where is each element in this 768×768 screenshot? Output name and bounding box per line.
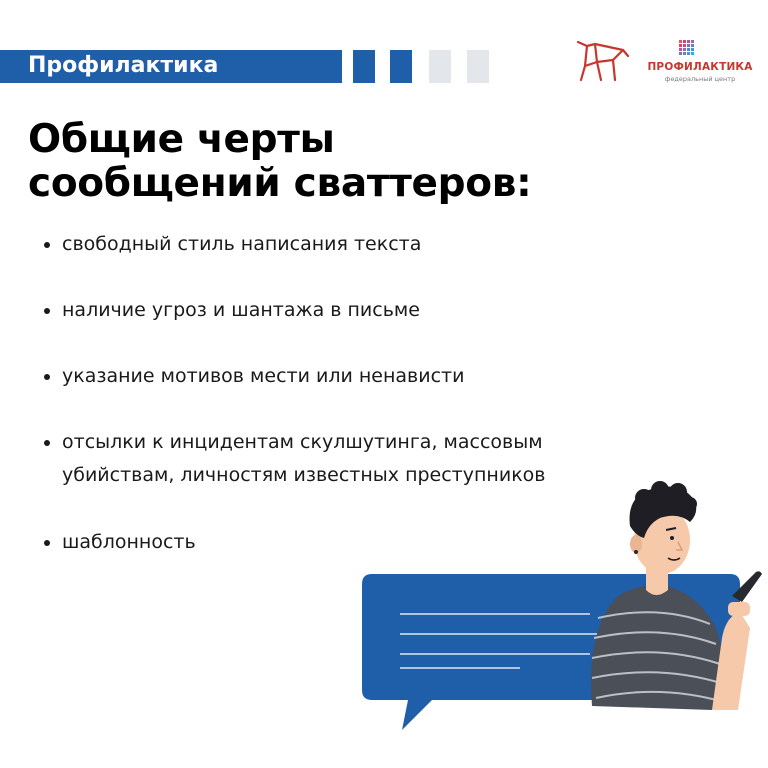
animal-logo-icon [573, 36, 633, 86]
list-item-text: шаблонность [62, 531, 196, 553]
bullet-dot-icon [44, 540, 50, 546]
decor-square [353, 50, 375, 83]
list-item-text: указание мотивов мести или ненависти [62, 365, 465, 387]
decor-square [429, 50, 451, 83]
list-item-text: свободный стиль написания текста [62, 233, 422, 255]
decor-square [390, 50, 412, 83]
title-line: сообщений сваттеров: [28, 161, 532, 206]
bullet-dot-icon [44, 440, 50, 446]
page-title [28, 118, 531, 206]
logo-subtitle: федеральный центр [664, 75, 736, 83]
bullet-dot-icon [44, 308, 50, 314]
bullet-dot-icon [44, 374, 50, 380]
grid-logo-icon [679, 40, 695, 56]
man-with-phone-illustration [360, 478, 768, 750]
list-item-line: убийствам, личностям известных преступников [62, 464, 546, 486]
decor-square [467, 50, 489, 83]
logo-title: ПРОФИЛАКТИКА [647, 61, 753, 73]
title-line: Общие черты [28, 117, 335, 162]
list-item-text: наличие угроз и шантажа в письме [62, 299, 420, 321]
list-item-line: отсылки к инцидентам скулшутинга, массовым [62, 431, 543, 453]
bullet-dot-icon [44, 242, 50, 248]
brand-logo [645, 40, 755, 90]
header-label: Профилактика [28, 53, 219, 78]
